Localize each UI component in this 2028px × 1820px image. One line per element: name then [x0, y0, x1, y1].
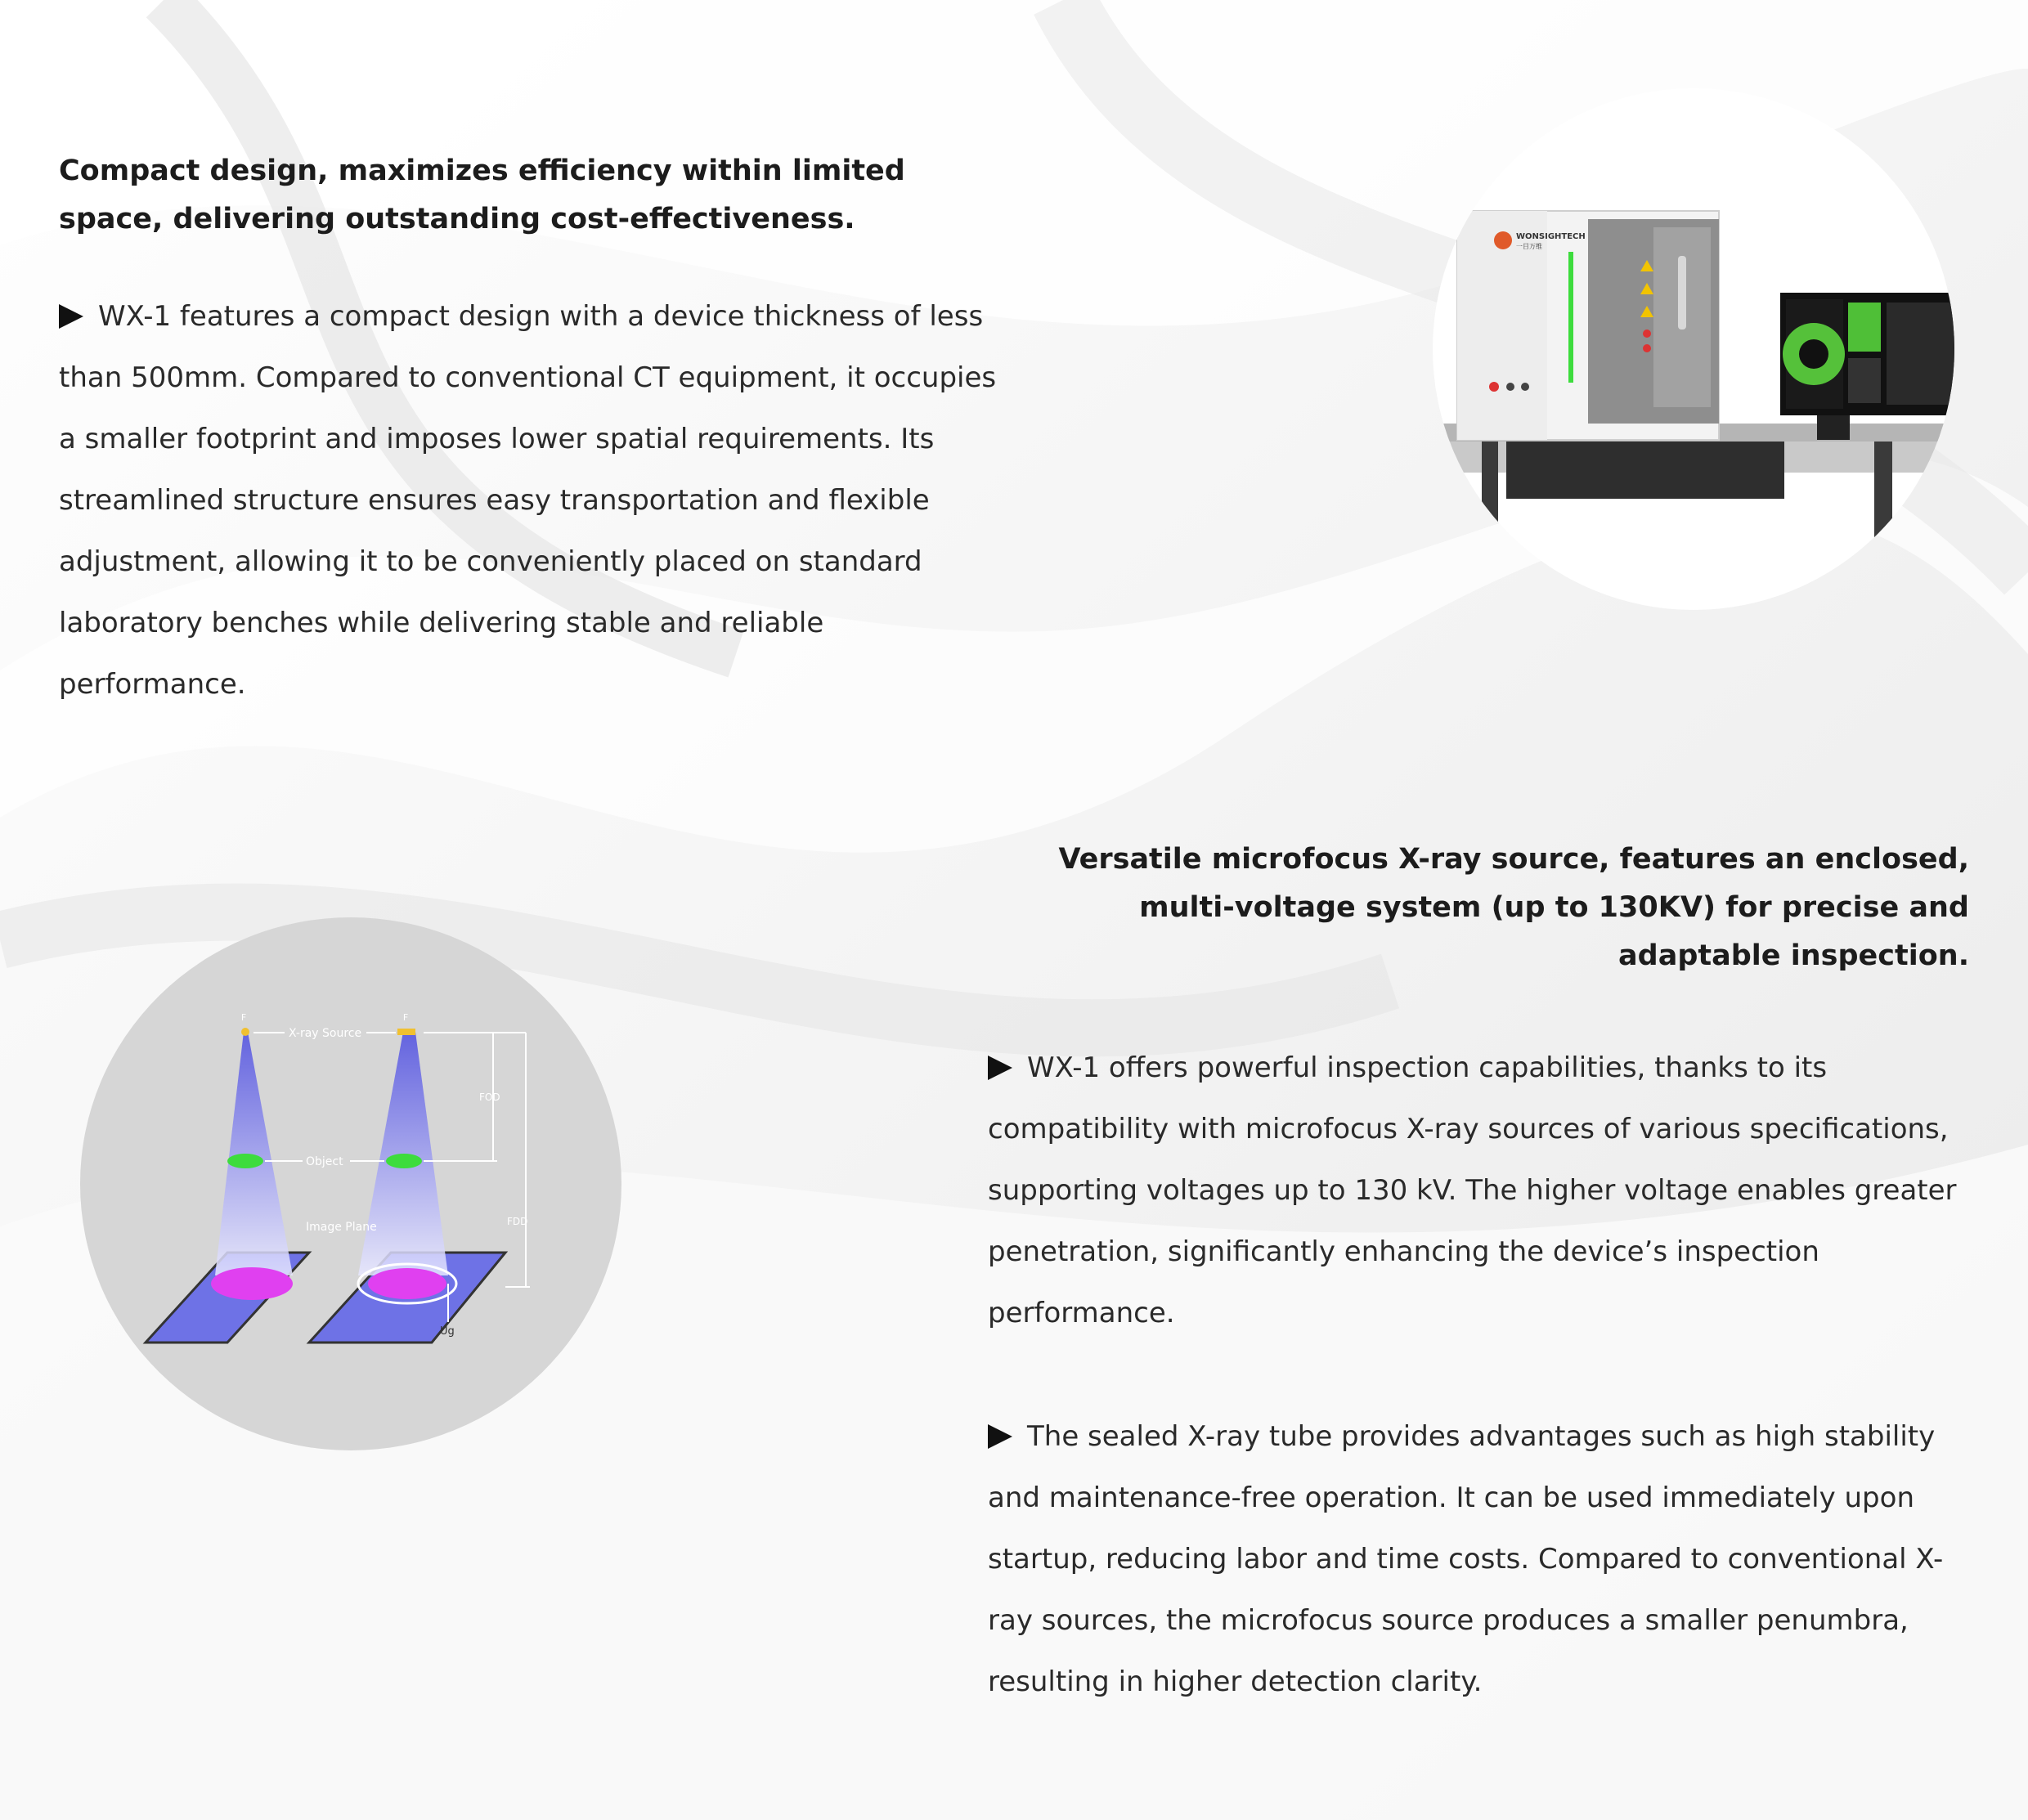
xray-diagram: [80, 917, 621, 1450]
fdd-label: FDD: [507, 1216, 528, 1227]
focus-label-right: F: [402, 1012, 409, 1023]
fod-label: FOD: [479, 1092, 500, 1103]
object-label: Object: [306, 1155, 343, 1168]
brand-logo-text: WONSIGHTECH: [1516, 232, 1586, 241]
triangle-bullet-icon: [988, 1424, 1012, 1449]
ct-machine-illustration: [1433, 88, 1954, 610]
section1-heading: Compact design, maximizes efficiency within limited space, delivering outstanding cost-effectiveness.: [59, 155, 905, 235]
section1-text: [59, 147, 1007, 715]
section1-body: WX-1 features a compact design with a device thickness of less than 500mm. Compared to conventional CT equipment, it occupies a smaller footprint and imposes lower spatial requirements. Its streamlined structure ensures easy transportation and flexible adjustment, allowing it to be conveniently placed on standard laboratory benches while delivering stable and reliable performance.: [59, 300, 997, 701]
triangle-bullet-icon: [59, 304, 83, 329]
ug-label: Ug: [440, 1325, 455, 1338]
source-label: X-ray Source: [289, 1027, 362, 1040]
brand-logo-cn: 一目万维: [1516, 243, 1542, 250]
machine-image: [1433, 88, 1954, 610]
image-plane-label: Image Plane: [306, 1221, 377, 1234]
section2-heading: Versatile microfocus X-ray source, features an enclosed, multi-voltage system (up to 130KV) for precise and adaptable inspection.: [1058, 843, 1969, 972]
section2-body1: WX-1 offers powerful inspection capabilities, thanks to its compatibility with microfocus X-ray sources of various specifications, supporting voltages up to 130 kV. The higher voltage enables greater penetration, significantly enhancing the device’s inspection performance.: [988, 1051, 1957, 1329]
section2-body2: The sealed X-ray tube provides advantages such as high stability and maintenance-free operation. It can be used immediately upon startup, reducing labor and time costs. Compared to conventional X-ray sources, the microfocus source produces a smaller penumbra, resulting in higher detection clarity.: [988, 1420, 1944, 1698]
section2-text: [988, 836, 1985, 1713]
triangle-bullet-icon: [988, 1056, 1012, 1080]
focus-label-left: F: [240, 1012, 247, 1023]
penumbra-diagram: [80, 917, 621, 1450]
